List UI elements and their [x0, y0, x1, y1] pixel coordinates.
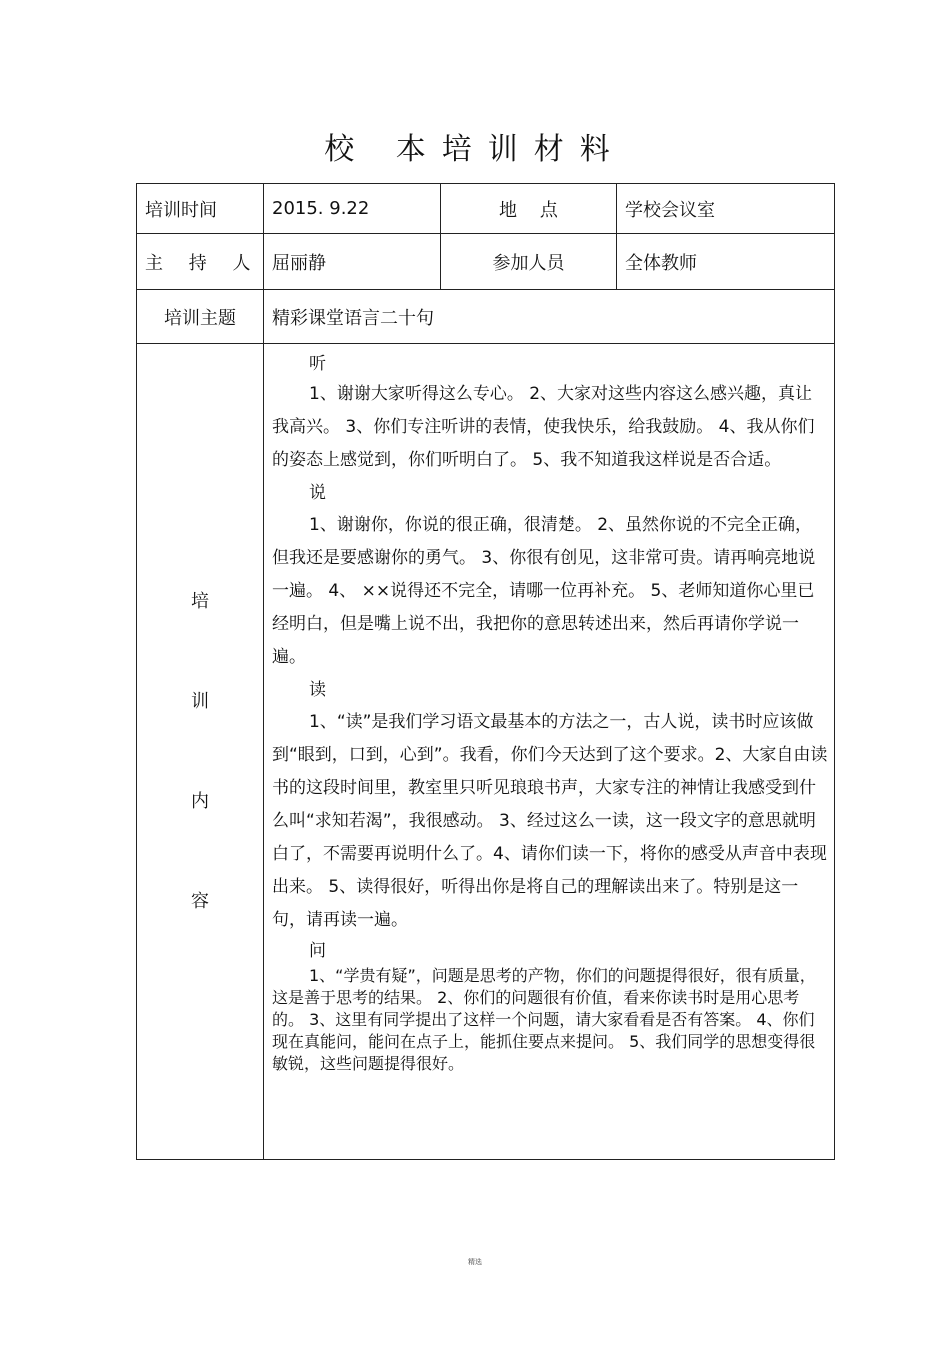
attendees-value: 全体教师	[617, 234, 835, 290]
host-value: 屈丽静	[264, 234, 441, 290]
footer-mark: 精选	[468, 1258, 482, 1266]
speak-heading: 说	[309, 483, 326, 503]
attendees-label: 参加人员	[441, 234, 617, 290]
time-label: 培训时间	[137, 184, 264, 234]
content-label-char: 内	[191, 790, 209, 812]
topic-value: 精彩课堂语言二十句	[264, 290, 835, 344]
listen-heading: 听	[309, 354, 326, 374]
training-form-table	[136, 183, 835, 1160]
content-label-char: 培	[191, 590, 209, 612]
content-label-char: 训	[191, 690, 209, 712]
time-value: 2015. 9.22	[264, 184, 441, 234]
page-title: 校 本培训材料	[324, 132, 626, 167]
ask-text: 1、“学贵有疑”，问题是思考的产物，你们的问题提得很好，很有质量，这是善于思考的结果。 2、你们的问题很有价值，看来你读书时是用心思考的。 3、这里有同学提出了这样一个问题，请大家看看是否有答案。 4、你们现在真能问，能问在点子上，能抓住要点来提问。 5、我们同学的思想变得很敏锐，这些问题提得很好。	[272, 966, 816, 1073]
place-label: 地 点	[441, 184, 617, 234]
topic-label: 培训主题	[137, 290, 264, 344]
ask-heading: 问	[309, 941, 326, 961]
place-value: 学校会议室	[617, 184, 835, 234]
content-label	[137, 344, 264, 1160]
speak-text: 1、谢谢你，你说的很正确，很清楚。 2、虽然你说的不完全正确，但我还是要感谢你的勇气。 3、你很有创见，这非常可贵。请再响亮地说一遍。 4、 ××说得还不完全，请哪一位再补充。 5、老师知道你心里已经明白，但是嘴上说不出，我把你的意思转述出来，然后再请你学说一遍。	[272, 515, 816, 667]
content-body	[264, 344, 835, 1160]
read-text: 1、“读”是我们学习语文最基本的方法之一，古人说，读书时应该做到“眼到，口到，心到”。我看，你们今天达到了这个要求。2、大家自由读书的这段时间里，教室里只听见琅琅书声，大家专注的神情让我感受到什么叫“求知若渴”，我很感动。 3、经过这么一读，这一段文字的意思就明白了，不需要再说明什么了。4、请你们读一下，将你的感受从声音中表现出来。 5、读得很好，听得出你是将自己的理解读出来了。特别是这一句，请再读一遍。	[272, 712, 828, 930]
read-heading: 读	[309, 680, 326, 700]
content-label-char: 容	[191, 890, 209, 912]
listen-text: 1、谢谢大家听得这么专心。 2、大家对这些内容这么感兴趣，真让我高兴。 3、你们专注听讲的表情，使我快乐，给我鼓励。 4、我从你们的姿态上感觉到，你们听明白了。 5、我不知道我这样说是否合适。	[272, 384, 815, 470]
host-label: 主 持 人	[137, 234, 264, 290]
